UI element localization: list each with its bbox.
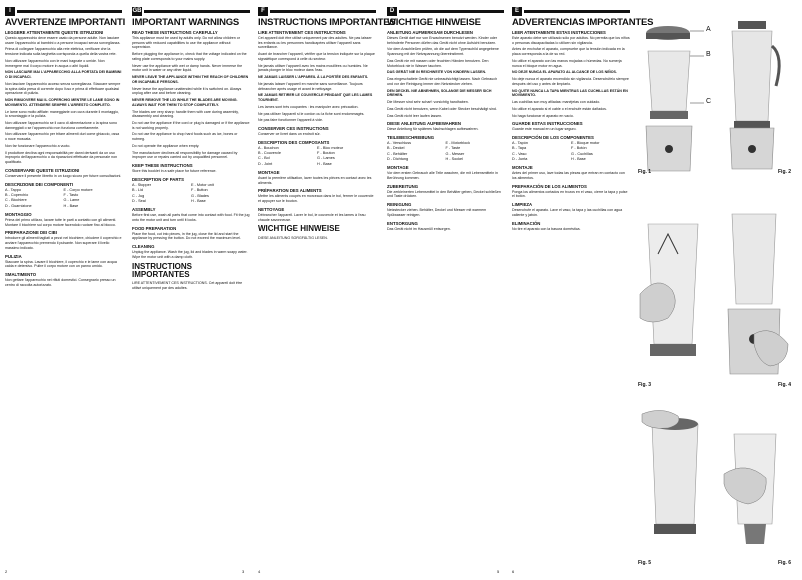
warning-paragraph: Non far funzionare l'apparecchio a vuoto. — [5, 143, 71, 148]
warning-paragraph: NEVER LEAVE THE APPLIANCE WITHIN THE REACH OF CHILDREN OR INCAPABLE PERSONS. — [132, 75, 249, 84]
warning-paragraph: Prima di collegare l'apparecchio alla rete elettrica, verificare che la tensione indicata sulla targhetta corrisponda a quella della vostra rete. — [5, 47, 117, 57]
blender-exploded-illustration — [638, 11, 714, 181]
section-heading: PULIZIA — [5, 253, 22, 259]
warning-paragraph: Vor dem Anschließen prüfen, ob die auf dem Typenschild angegebene Spannung mit der Netzspannung übereinstimmt. — [387, 47, 499, 57]
warning-paragraph: Never use the appliance with wet or damp hands. Never immerse the motor unit in water or any other liquid. — [132, 63, 243, 73]
section-text: Ponga los alimentos cortados en trozos en el vaso, cierre la tapa y pulse el botón. — [512, 189, 628, 199]
section-text: Prima del primo utilizzo, lavare tutte le parti a contatto con gli alimenti. Montare il bicchiere sul corpo motore facendolo ruotare fino al blocco. — [5, 217, 117, 227]
figure-label: Fig. 5 — [638, 560, 652, 566]
section-heading: ENTSORGUNG — [387, 220, 418, 226]
figure-3 — [638, 194, 714, 394]
language-badge: GB — [132, 8, 142, 14]
part-item: H - Base — [317, 161, 332, 166]
section-text: Antes del primer uso, lave todas las piezas que entran en contacto con los alimentos. — [512, 171, 625, 180]
section-title: IMPORTANT WARNINGS — [132, 17, 240, 28]
warning-paragraph: NEVER REMOVE THE LID WHILE THE BLADES ARE MOVING. ALWAYS WAIT FOR THEM TO STOP COMPLETELY. — [132, 98, 238, 107]
section-subtitle: LEGGERE ATTENTAMENTE QUESTE ISTRUZIONI — [5, 29, 104, 35]
page-number: 3 — [242, 569, 245, 574]
section-heading: MONTAGE — [387, 165, 409, 171]
section-heading: LIMPIEZA — [512, 202, 533, 208]
section-text: Conservare il presente libretto in un luogo sicuro per future consultazioni. — [5, 173, 122, 178]
figure-4 — [718, 194, 794, 394]
parts-list — [387, 141, 504, 162]
section-text: Netzstecker ziehen. Behälter, Deckel und Messer mit warmem Spülwasser reinigen. — [387, 208, 487, 217]
part-letter-b: B — [706, 51, 711, 58]
section-heading: CLEANING — [132, 244, 155, 250]
warning-paragraph: Ne pas utiliser l'appareil si le cordon ou la fiche sont endommagés. — [258, 111, 365, 116]
warning-paragraph: Non utilizzare l'apparecchio per tritare alimenti duri come ghiaccio, ossa o noce moscata. — [5, 132, 120, 142]
part-item: C - Bol — [258, 156, 270, 161]
section-text: DIESE ANLEITUNG SORGFÄLTIG LESEN. — [258, 235, 328, 240]
warning-paragraph: Non utilizzare l'apparecchio se il cavo di alimentazione o la spina sono danneggiati o se l'apparecchio non funziona correttamente. — [5, 121, 117, 130]
part-letter-c: C — [706, 98, 712, 105]
part-letter-a: A — [706, 26, 711, 33]
part-item: B - Deckel — [387, 146, 405, 151]
part-item: A - Verschluss — [387, 141, 412, 146]
section-text: Conserver ce livret dans un endroit sûr. — [258, 132, 321, 137]
warning-paragraph: Das Gerät nie mit nassen oder feuchten Händen benutzen. Den Motorblock nie in Wasser tauchen. — [387, 58, 489, 68]
section-heading: MONTAGE — [258, 170, 280, 175]
figure-5 — [638, 404, 714, 572]
part-item: D - Dichtung — [387, 156, 409, 161]
warning-paragraph: Cet appareil doit être utilisé uniquement par des adultes. Ne pas laisser les enfants ou les personnes handicapées utiliser l'appareil sans surveillance. — [258, 36, 372, 50]
section-heading-large: INSTRUCTIONS IMPORTANTES — [132, 261, 192, 279]
part-item: E - Corpo motore — [63, 187, 93, 192]
figure-label: Fig. 2 — [778, 169, 792, 175]
part-item: H - Sockel — [445, 156, 464, 161]
section-text: Staccare la spina. Lavare il bicchiere, il coperchio e le lame con acqua calda e detersivo. Pulire il corpo motore con un panno umido. — [5, 259, 117, 269]
warning-paragraph: Never leave the appliance unattended while it is switched on. Always unplug after use and before cleaning. — [132, 86, 242, 96]
warning-paragraph: Antes de enchufar el aparato, compruebe que la tensión indicada en la placa corresponda a la de su red. — [512, 47, 625, 57]
section-heading: MONTAGGIO — [5, 211, 32, 217]
figure-1 — [638, 11, 714, 181]
section-text: Unplug the appliance. Wash the jug, lid and blades in warm soapy water. Wipe the motor unit with a damp cloth. — [132, 250, 248, 259]
warning-paragraph: Das eingeschaltete Gerät nie unbeaufsichtigt lassen. Nach Gebrauch und vor der Reinigung immer den Netzstecker ziehen. — [387, 77, 498, 86]
warning-paragraph: NON LASCIARE MAI L'APPARECCHIO ALLA PORTATA DEI BAMBINI O DI INCAPACI. — [5, 70, 122, 80]
lid-rim — [646, 33, 690, 39]
figures-panel — [638, 6, 798, 576]
part-item: G - Lame — [63, 198, 80, 203]
figure-label: Fig. 1 — [638, 169, 652, 175]
warning-paragraph: Do not operate the appliance when empty. — [132, 143, 200, 148]
part-item: C - Jug — [132, 193, 145, 198]
part-item: F - Button — [191, 188, 208, 193]
part-item: H - Base — [63, 203, 79, 208]
header-rule — [270, 10, 376, 13]
warning-paragraph: NE JAMAIS LAISSER L'APPAREIL À LA PORTÉE DES ENFANTS. — [258, 75, 369, 80]
part-item: B - Tapa — [512, 146, 527, 151]
warning-paragraph: Das Gerät nicht benutzen, wenn Kabel oder Stecker beschädigt sind. — [387, 106, 497, 111]
button-shape — [665, 145, 673, 153]
figure-2 — [718, 11, 794, 181]
part-item: B - Couvercle — [258, 151, 282, 156]
section-subtitle: ANLEITUNG AUFMERKSAM DURCHLESEN — [387, 29, 473, 35]
parts-list — [512, 141, 630, 162]
section-text: Vor dem ersten Gebrauch alle Teile waschen, die mit Lebensmitteln in Berührung kommen. — [387, 171, 498, 180]
section-heading: GUARDE ESTAS INSTRUCCIONES — [512, 121, 583, 127]
section-heading: KEEP THESE INSTRUCTIONS — [132, 163, 193, 169]
section-heading: REINIGUNG — [387, 202, 412, 208]
warning-paragraph: NO DEJE NUNCA EL APARATO AL ALCANCE DE LOS NIÑOS. — [512, 70, 617, 75]
part-item: G - Blades — [191, 193, 209, 198]
language-header — [258, 6, 376, 16]
language-badge: F — [258, 7, 268, 16]
warning-paragraph: NE JAMAIS RETIRER LE COUVERCLE PENDANT QUE LES LAMES TOURNENT. — [258, 93, 373, 103]
blender-assembled-illustration — [718, 11, 794, 181]
warning-paragraph: This appliance must be used by adults only. Do not allow children or persons with reduced capabilities to use the appliance without supervision. — [132, 36, 241, 50]
header-rule — [399, 10, 504, 13]
header-rule — [144, 10, 250, 13]
section-text: Before first use, wash all parts that come into contact with food. Fit the jug onto the motor unit and turn until it locks. — [132, 213, 250, 222]
language-badge: E — [512, 7, 522, 16]
section-heading: DESCRIPTION DES COMPOSANTS — [258, 139, 330, 145]
language-column — [5, 6, 126, 576]
warning-paragraph: Die Messer sind sehr scharf: vorsichtig handhaben. — [387, 100, 469, 105]
hand-pressing-button-illustration — [718, 194, 794, 394]
figure-6 — [718, 404, 794, 572]
section-text: Guarde este manual en un lugar seguro. — [512, 127, 577, 132]
section-heading: ELIMINACIÓN — [512, 220, 541, 226]
section-heading: DIESE ANLEITUNG AUFBEWAHREN — [387, 121, 461, 127]
header-rule — [524, 10, 630, 13]
warning-paragraph: No utilice el aparato con las manos mojadas o húmedas. No sumerja nunca el bloque motor en agua. — [512, 58, 622, 68]
section-text: Place the food, cut into pieces, in the jug, close the lid and start the appliance by pressing the button. Do not exceed the maximum level. — [132, 231, 241, 241]
section-heading: DESCRIPCIÓN DE LOS COMPONENTES — [512, 135, 594, 141]
warning-paragraph: No haga funcionar el aparato en vacío. — [512, 113, 574, 118]
part-item: E - Bloc moteur — [317, 145, 344, 150]
section-heading: TEILEBESCHREIBUNG — [387, 135, 435, 141]
warning-paragraph: Il produttore declina ogni responsabilità per danni derivanti da un uso improprio dell'apparecchio o da riparazioni effettuate da personale non qualificato. — [5, 150, 118, 165]
warning-paragraph: Non utilizzare l'apparecchio con le mani bagnate o umide. Non immergere mai il corpo motore in acqua o altri liquidi. — [5, 58, 105, 68]
warning-paragraph: DAS GERÄT NIE IN REICHWEITE VON KINDERN LASSEN. — [387, 70, 487, 75]
section-heading: DESCRIPTION OF PARTS — [132, 176, 184, 182]
part-item: D - Seal — [132, 198, 146, 203]
part-item: F - Bouton — [317, 151, 335, 156]
section-heading: SMALTIMENTO — [5, 272, 37, 278]
warning-paragraph: Le lame sono molto affilate: maneggiarle con cura durante il montaggio, lo smontaggio e la pulizia. — [5, 109, 120, 119]
warning-paragraph: DEN DECKEL NIE ABNEHMEN, SOLANGE DIE MESSER SICH DREHEN. — [387, 88, 492, 98]
part-item: H - Base — [191, 198, 206, 203]
part-item: A - Stopper — [132, 182, 151, 187]
figure-label: Fig. 6 — [778, 560, 792, 566]
warning-paragraph: Ne jamais laisser l'appareil en marche sans surveillance. Toujours débrancher après usage et avant le nettoyage. — [258, 81, 363, 91]
section-text: Avant la première utilisation, laver toutes les pièces en contact avec les aliments. — [258, 176, 372, 185]
part-item: F - Botón — [571, 146, 587, 151]
section-text: Introdurre gli alimenti tagliati a pezzi nel bicchiere, chiudere il coperchio e avviare l'apparecchio premendo il pulsante. Non superare il livello massimo indicato. — [5, 236, 122, 250]
part-item: C - Vaso — [512, 151, 527, 156]
section-heading: NETTOYAGE — [258, 206, 285, 212]
section-heading-large: WICHTIGE HINWEISE — [258, 224, 340, 234]
section-text: No tire el aparato con la basura doméstica. — [512, 226, 581, 231]
warning-paragraph: Las cuchillas son muy afiladas: manéjelas con cuidado. — [512, 100, 601, 105]
section-text: Desenchufe el aparato. Lave el vaso, la tapa y las cuchillas con agua caliente y jabón. — [512, 208, 623, 217]
part-item: E - Bloque motor — [571, 141, 600, 146]
part-item: G - Cuchillas — [571, 151, 593, 156]
parts-list — [132, 183, 250, 204]
part-item: E - Motorblock — [445, 141, 470, 146]
warning-paragraph: Non lasciare l'apparecchio acceso senza sorveglianza. Staccare sempre la spina dalla presa di corrente dopo l'uso e prima di effettuare qualsiasi operazione di pulizia. — [5, 81, 121, 96]
jug-base — [650, 111, 688, 119]
part-item: G - Lames — [317, 156, 335, 161]
part-item: A - Tappo — [5, 187, 21, 192]
language-badge: D — [387, 7, 397, 16]
section-title: AVVERTENZE IMPORTANTI — [5, 17, 126, 28]
page-number: 2 — [5, 569, 8, 574]
hand-holding-jug-illustration — [638, 194, 714, 394]
warning-paragraph: Este aparato debe ser utilizado sólo por adultos. No permita que los niños o personas discapacitadas lo utilicen sin vigilancia. — [512, 36, 630, 45]
warning-paragraph: No utilice el aparato si el cable o el enchufe están dañados. — [512, 106, 607, 111]
part-item: D - Junta — [512, 156, 528, 161]
warning-paragraph: Avant de brancher l'appareil, vérifier que la tension indiquée sur la plaque signalétique correspond à celle du secteur. — [258, 52, 375, 61]
part-item: A - Bouchon — [258, 145, 279, 150]
section-heading: PRÉPARATION DES ALIMENTS — [258, 188, 322, 194]
section-subtitle: LIRE ATTENTIVEMENT CES INSTRUCTIONS — [258, 29, 346, 35]
part-item: C - Bicchiere — [5, 198, 27, 203]
section-heading: ZUBEREITUNG — [387, 183, 419, 189]
section-text: Die zerkleinerten Lebensmittel in den Behälter geben, Deckel schließen und Taste drücken. — [387, 189, 501, 199]
language-badge: I — [5, 7, 15, 16]
section-heading: PREPARACIÓN DE LOS ALIMENTOS — [512, 183, 587, 189]
section-title: INSTRUCTIONS IMPORTANTES — [258, 17, 396, 28]
part-item: H - Base — [571, 156, 586, 161]
language-header — [512, 6, 630, 16]
part-item: F - Tasto — [63, 192, 79, 197]
part-item: F - Taste — [445, 146, 461, 151]
part-item: A - Tapón — [512, 141, 528, 146]
language-column — [132, 6, 250, 576]
warning-paragraph: The blades are very sharp: handle them with care during assembly, disassembly and cleaning. — [132, 109, 239, 119]
page-number: 5 — [497, 569, 500, 574]
warning-paragraph: Do not use the appliance if the cord or plug is damaged or if the appliance is not working properly. — [132, 121, 250, 130]
warning-paragraph: NON RIMUOVERE MAI IL COPERCHIO MENTRE LE LAME SONO IN MOVIMENTO. ATTENDERE SEMPRE L'ARRESTO COMPLETO. — [5, 98, 120, 107]
warning-paragraph: NO QUITE NUNCA LA TAPA MIENTRAS LAS CUCHILLAS ESTÁN EN MOVIMIENTO. — [512, 88, 628, 98]
part-item: B - Lid — [132, 188, 143, 193]
warning-paragraph: Do not use the appliance to chop hard foods such as ice, bones or nutmeg. — [132, 132, 238, 142]
language-header — [387, 6, 504, 16]
section-title: ADVERTENCIAS IMPORTANTES — [512, 17, 654, 28]
section-heading: CONSERVER CES INSTRUCTIONS — [258, 126, 329, 132]
warning-paragraph: No deje nunca el aparato encendido sin vigilancia. Desenchúfelo siempre después del uso y antes de limpiarlo. — [512, 77, 629, 86]
section-heading: ASSEMBLY — [132, 207, 156, 213]
warning-paragraph: Les lames sont très coupantes : les manipuler avec précaution. — [258, 104, 359, 109]
section-heading: MONTAJE — [512, 165, 533, 171]
section-heading: FOOD PREPARATION — [132, 225, 177, 231]
section-heading: DESCRIZIONE DEI COMPONENTI — [5, 181, 74, 187]
parts-list — [5, 188, 122, 209]
section-text: Diese Anleitung für späteres Nachschlagen aufbewahren. — [387, 127, 479, 132]
page-number: 4 — [258, 569, 261, 574]
language-header — [132, 6, 250, 16]
page-number: 6 — [512, 569, 515, 574]
part-item: D - Joint — [258, 161, 273, 166]
warning-paragraph: Das Gerät nicht leer laufen lassen. — [387, 113, 443, 118]
language-header — [5, 6, 122, 16]
figure-label: Fig. 4 — [778, 382, 792, 388]
figure-label: Fig. 3 — [638, 382, 652, 388]
jug-shape — [648, 51, 690, 111]
section-heading: PREPARAZIONE DEI CIBI — [5, 230, 57, 236]
warning-paragraph: The manufacturer declines all responsibility for damage caused by improper use or repairs carried out by unqualified personnel. — [132, 150, 238, 160]
part-item: B - Coperchio — [5, 192, 29, 197]
warning-paragraph: Ne pas faire fonctionner l'appareil à vide. — [258, 118, 324, 123]
warning-paragraph: Dieses Gerät darf nur von Erwachsenen benutzt werden. Kinder oder behinderte Personen dürfen das Gerät nicht ohne Aufsicht benutzen. — [387, 36, 498, 45]
section-heading: CONSERVARE QUESTE ISTRUZIONI — [5, 167, 80, 173]
part-item: E - Motor unit — [191, 182, 214, 187]
part-item: C - Behälter — [387, 151, 408, 156]
section-text: Store this booklet in a safe place for future reference. — [132, 169, 217, 174]
part-item: D - Guarnizione — [5, 203, 32, 208]
cleaning-illustration — [718, 404, 794, 572]
section-text: Das Gerät nicht im Hausmüll entsorgen. — [387, 226, 451, 231]
warning-paragraph: Before plugging the appliance in, check that the voltage indicated on the rating plate corresponds to your mains supply. — [132, 52, 247, 61]
lid-removal-illustration — [638, 404, 714, 572]
language-column — [387, 6, 504, 576]
section-title: WICHTIGE HINWEISE — [387, 17, 481, 28]
section-text: Débrancher l'appareil. Laver le bol, le couvercle et les lames à l'eau chaude savonneuse. — [258, 212, 366, 222]
section-subtitle: LEER ATENTAMENTE ESTAS INSTRUCCIONES — [512, 29, 606, 35]
section-text: LIRE ATTENTIVEMENT CES INSTRUCTIONS. Cet appareil doit être utilisé uniquement par des adultes. — [132, 281, 243, 291]
part-item: G - Messer — [445, 151, 465, 156]
warning-paragraph: Ne jamais utiliser l'appareil avec les mains mouillées ou humides. Ne jamais plonger le bloc moteur dans l'eau. — [258, 63, 368, 73]
warning-paragraph: Questo apparecchio deve essere usato da persone adulte. Non lasciare usare l'apparecchio ai bambini o a persone incapaci senza sorveglianza. — [5, 36, 121, 45]
section-text: Mettre les aliments coupés en morceaux dans le bol, fermer le couvercle et appuyer sur le bouton. — [258, 194, 374, 204]
parts-list — [258, 146, 376, 167]
header-rule — [17, 10, 122, 13]
section-subtitle: READ THESE INSTRUCTIONS CAREFULLY — [132, 29, 218, 35]
section-text: Non gettare l'apparecchio nei rifiuti domestici. Consegnarlo presso un centro di raccolta autorizzato. — [5, 278, 116, 287]
